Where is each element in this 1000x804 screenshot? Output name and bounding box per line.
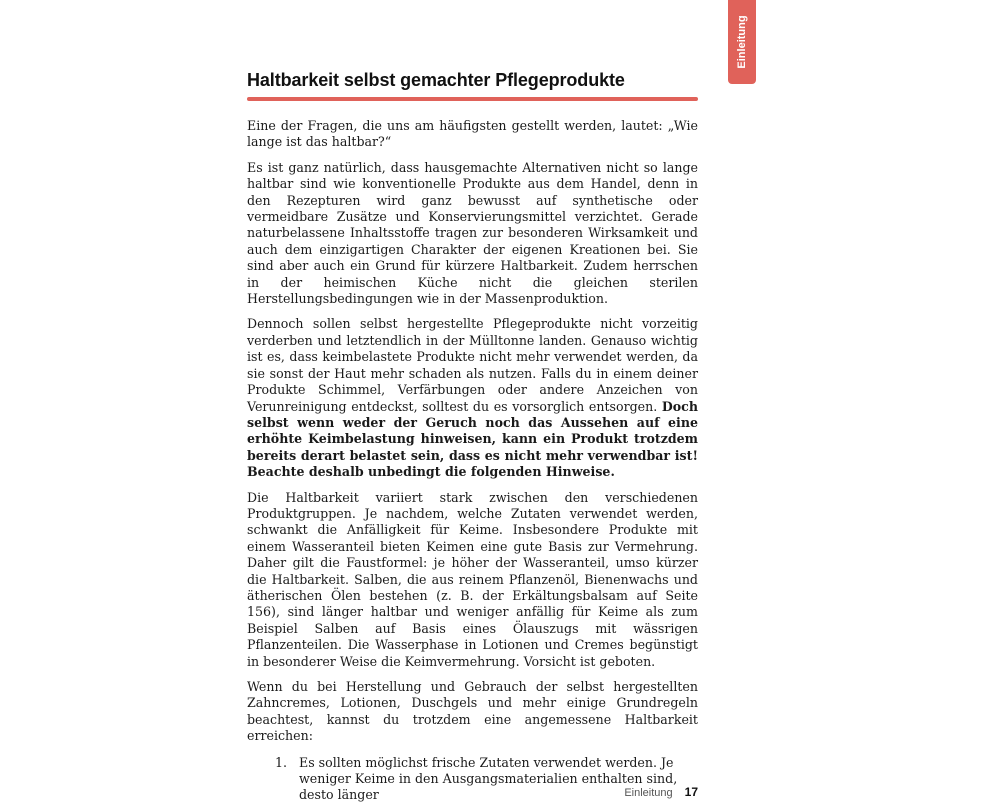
bold-warning: Doch selbst wenn weder der Geruch noch das Aussehen auf eine erhöhte Keimbelastung hinweisen, kann ein Produkt trotzdem bereits derart belastet sein, dass es nicht mehr verwendbar ist! Beachte deshalb unbedingt die folgenden Hinweise.	[247, 398, 698, 480]
page-footer	[560, 785, 698, 799]
title-underline	[247, 97, 698, 101]
paragraph: Eine der Fragen, die uns am häufigsten gestellt werden, lautet: „Wie lange ist das haltbar?“	[247, 118, 698, 150]
paragraph	[247, 316, 698, 480]
body-text	[247, 118, 698, 804]
paragraph: Die Haltbarkeit variiert stark zwischen den verschiedenen Produktgruppen. Je nachdem, welche Zutaten verwendet werden, schwankt die Anfälligkeit für Keime. Insbesondere Produkte mit einem Wasseranteil bieten Keimen eine gute Basis zur Vermehrung. Daher gilt die Faustformel: je höher der Wasseranteil, umso kürzer die Haltbarkeit. Salben, die aus reinem Pflanzenöl, Bienenwachs und ätherischen Ölen bestehen (z. B. der Erkältungsbalsam auf Seite 156), sind länger haltbar und weniger anfällig für Keime als zum Beispiel Salben auf Basis eines Ölauszugs mit wässrigen Pflanzenteilen. Die Wasserphase in Lotionen und Cremes begünstigt in besonderer Weise die Keimvermehrung. Vorsicht ist geboten.	[247, 489, 698, 669]
paragraph-text: Dennoch sollen selbst hergestellte Pflegeprodukte nicht vorzeitig verderben und letztendlich in der Mülltonne landen. Genauso wichtig ist es, dass keimbelastete Produkte nicht mehr verwendet werden, da sie sonst der Haut mehr schaden als nutzen. Falls du in einem deiner Produkte Schimmel, Verfärbungen oder andere Anzeichen von Verunreinigung entdeckst, solltest du es vorsorglich entsorgen.	[247, 316, 698, 414]
page-number: 17	[684, 785, 698, 799]
paragraph: Wenn du bei Herstellung und Gebrauch der selbst hergestellten Zahncremes, Lotionen, Duschgels und mehr einige Grundregeln beachtest, kannst du trotzdem eine angemessene Haltbarkeit erreichen:	[247, 679, 698, 744]
chapter-tab-label: Einleitung	[736, 15, 748, 69]
chapter-tab	[728, 0, 756, 84]
list-number: 1.	[275, 754, 288, 770]
list-text: Es sollten möglichst frische Zutaten verwendet werden. Je weniger Keime in den Ausgangsmaterialien enthalten sind, desto länger	[299, 754, 678, 803]
page-title: Haltbarkeit selbst gemachter Pflegeprodukte	[247, 70, 625, 90]
paragraph: Es ist ganz natürlich, dass hausgemachte Alternativen nicht so lange haltbar sind wie konventionelle Produkte aus dem Handel, denn in den Rezepturen wird ganz bewusst auf synthetische oder vermeidbare Zusätze und Konservierungsmittel verzichtet. Gerade naturbelassene Inhaltsstoffe tragen zur besonderen Wirksamkeit und auch dem einzigartigen Charakter der eigenen Kreationen bei. Sie sind aber auch ein Grund für kürzere Haltbarkeit. Zudem herrschen in der heimischen Küche nicht die gleichen sterilen Herstellungsbedingungen wie in der Massenproduktion.	[247, 159, 698, 307]
footer-section: Einleitung	[624, 787, 673, 799]
